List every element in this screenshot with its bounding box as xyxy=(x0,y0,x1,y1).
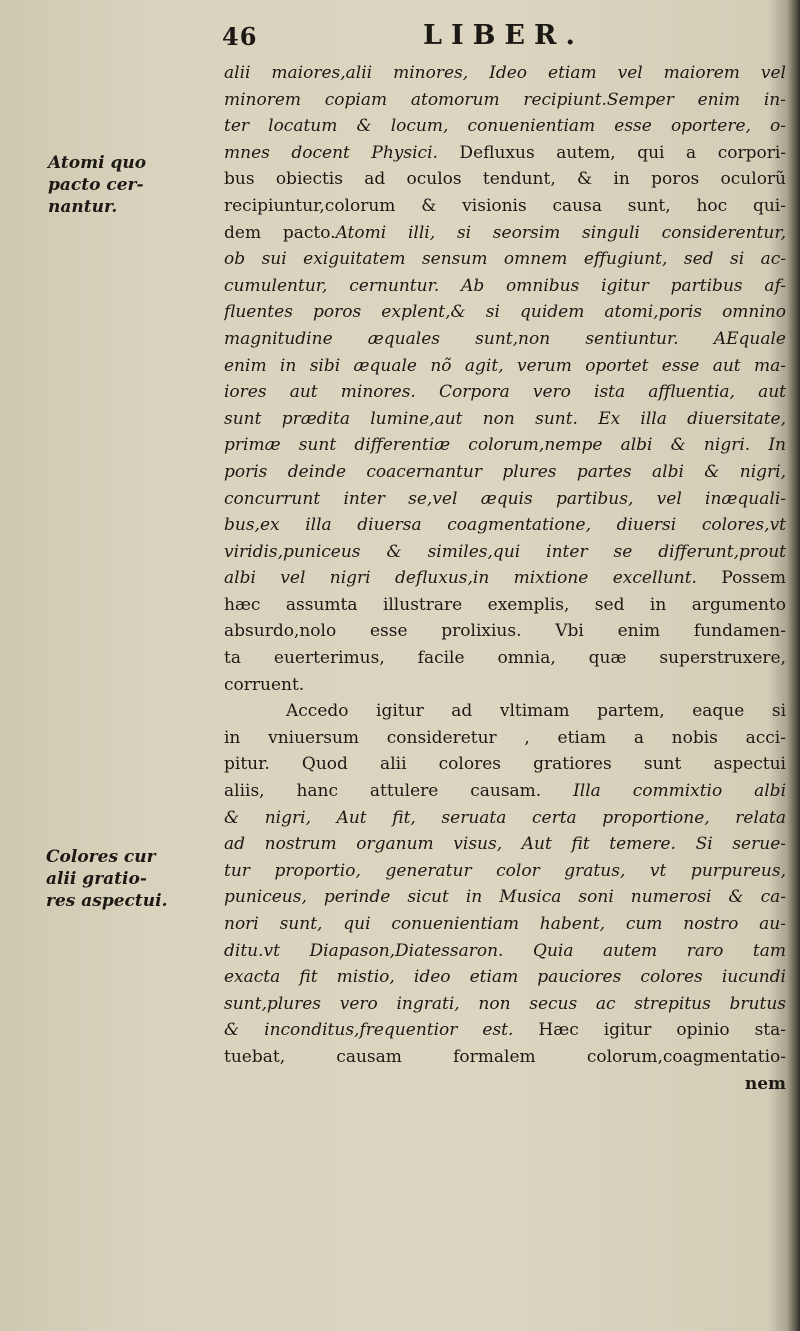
text-segment: exacta fit mistio, ideo etiam pauciores colores iucundi xyxy=(224,967,786,988)
text-line xyxy=(224,406,786,433)
text-segment: iores aut minores. Corpora vero ista affluentia, aut xyxy=(224,382,786,403)
text-segment: Accedo igitur ad vltimam partem, eaque si xyxy=(286,701,786,722)
marginal-line: nantur. xyxy=(48,197,118,217)
running-title: LIBER. xyxy=(423,20,584,51)
text-line xyxy=(224,698,786,725)
body-text xyxy=(224,60,786,1097)
text-segment: cumulentur, cernuntur. Ab omnibus igitur partibus af- xyxy=(224,275,786,296)
text-segment: ob sui exiguitatem sensum omnem effugiunt, sed si ac- xyxy=(224,249,786,270)
text-line xyxy=(224,618,786,645)
text-segment: absurdo,nolo esse prolixius. Vbi enim fundamen- xyxy=(224,621,786,642)
text-line xyxy=(224,645,786,672)
text-segment: Atomi illi, si seorsim singuli considerentur, xyxy=(335,222,786,243)
text-segment: puniceus, perinde sicut in Musica soni numerosi & ca- xyxy=(224,887,786,908)
text-line xyxy=(224,539,786,566)
text-line xyxy=(224,326,786,353)
text-line xyxy=(224,60,786,87)
marginal-line: res aspectui. xyxy=(46,891,168,911)
text-line xyxy=(224,725,786,752)
page-header xyxy=(218,18,778,58)
text-line xyxy=(224,379,786,406)
text-segment: recipiuntur,colorum & visionis causa sunt, hoc qui- xyxy=(224,195,786,216)
text-line xyxy=(224,592,786,619)
text-line xyxy=(224,299,786,326)
text-segment: poris deinde coacernantur plures partes albi & nigri, xyxy=(224,461,786,482)
text-line xyxy=(224,991,786,1018)
text-segment: bus,ex illa diuersa coagmentatione, diuersi colores,vt xyxy=(224,515,786,536)
text-segment: ter locatum & locum, conuenientiam esse oportere, o- xyxy=(224,116,786,137)
text-segment: tuebat, causam formalem colorum,coagmentatio- xyxy=(224,1046,786,1067)
text-line xyxy=(224,778,786,805)
text-line xyxy=(224,166,786,193)
text-line xyxy=(224,459,786,486)
text-segment: corruent. xyxy=(224,674,305,695)
page-number: 46 xyxy=(222,22,258,51)
text-line xyxy=(224,911,786,938)
text-segment: enim in sibi æquale nõ agit, verum oportet esse aut ma- xyxy=(224,355,786,376)
text-segment: tur proportio, generatur color gratus, vt purpureus, xyxy=(224,860,786,881)
text-segment: minorem copiam atomorum recipiunt.Semper enim in- xyxy=(224,89,786,110)
text-segment: aliis, hanc attulere causam. xyxy=(224,781,574,802)
text-line xyxy=(224,87,786,114)
text-line xyxy=(224,1044,786,1071)
text-line xyxy=(224,246,786,273)
text-line xyxy=(224,858,786,885)
text-segment: magnitudine æquales sunt,non sentiuntur. AEquale xyxy=(224,328,786,349)
marginal-note-colores xyxy=(46,846,216,912)
text-segment: & inconditus,frequentior est. xyxy=(224,1020,514,1041)
text-line xyxy=(224,140,786,167)
text-line xyxy=(224,672,786,699)
text-segment: Possem xyxy=(696,568,786,589)
marginal-line: alii gratio- xyxy=(46,869,147,889)
text-segment: dem pacto. xyxy=(224,222,336,243)
text-segment: ta euerterimus, facile omnia, quæ superstruxere, xyxy=(224,648,786,669)
text-line xyxy=(224,273,786,300)
text-segment: albi vel nigri defluxus,in mixtione excellunt. xyxy=(224,568,697,589)
marginal-note-atomi xyxy=(48,152,218,218)
text-segment: nori sunt, qui conuenientiam habent, cum nostro au- xyxy=(224,914,786,934)
marginal-line: Colores cur xyxy=(46,847,156,867)
page-edge-shadow xyxy=(786,0,800,1331)
text-segment: ad nostrum organum visus, Aut fit temere. Si serue- xyxy=(224,834,786,855)
text-segment: & nigri, Aut fit, seruata certa proportione, relata xyxy=(224,807,786,828)
text-line xyxy=(224,353,786,380)
text-line xyxy=(224,751,786,778)
text-line xyxy=(224,884,786,911)
text-line xyxy=(224,1071,786,1098)
text-segment: Defluxus autem, qui a corpori- xyxy=(437,142,786,163)
text-segment: alii maiores,alii minores, Ideo etiam vel maiorem vel xyxy=(224,63,786,83)
text-segment: mnes docent Physici. xyxy=(224,142,438,163)
text-segment: sunt,plures vero ingrati, non secus ac strepitus brutus xyxy=(224,993,786,1014)
text-line xyxy=(224,113,786,140)
text-segment: hæc assumta illustrare exemplis, sed in argumento xyxy=(224,594,786,615)
text-line xyxy=(224,486,786,513)
text-segment: Illa commixtio albi xyxy=(573,781,786,802)
text-segment: nem xyxy=(744,1073,786,1094)
text-line xyxy=(224,831,786,858)
text-segment: sunt prædita lumine,aut non sunt. Ex illa diuersitate, xyxy=(224,408,786,429)
text-line xyxy=(224,512,786,539)
text-line xyxy=(224,805,786,832)
text-segment: Hæc igitur opinio sta- xyxy=(513,1020,786,1041)
text-segment: concurrunt inter se,vel æquis partibus, vel inæquali- xyxy=(224,488,786,509)
text-line xyxy=(224,432,786,459)
text-segment: fluentes poros explent,& si quidem atomi,poris omnino xyxy=(224,302,786,323)
marginal-line: Atomi quo xyxy=(48,153,147,173)
text-line xyxy=(224,565,786,592)
text-segment: bus obiectis ad oculos tendunt, & in poros oculorũ xyxy=(224,169,786,190)
text-segment: ditu.vt Diapason,Diatessaron. Quia autem raro tam xyxy=(224,940,786,961)
text-line xyxy=(224,220,786,247)
text-line xyxy=(224,193,786,220)
text-segment: viridis,puniceus & similes,qui inter se differunt,prout xyxy=(224,541,786,562)
text-line xyxy=(224,1017,786,1044)
marginal-line: pacto cer- xyxy=(48,175,144,195)
text-line xyxy=(224,964,786,991)
text-segment: primæ sunt differentiæ colorum,nempe albi & nigri. In xyxy=(224,435,786,456)
text-segment: in vniuersum consideretur , etiam a nobis acci- xyxy=(224,727,786,748)
text-segment: pitur. Quod alii colores gratiores sunt aspectui xyxy=(224,754,786,775)
text-line xyxy=(224,938,786,965)
